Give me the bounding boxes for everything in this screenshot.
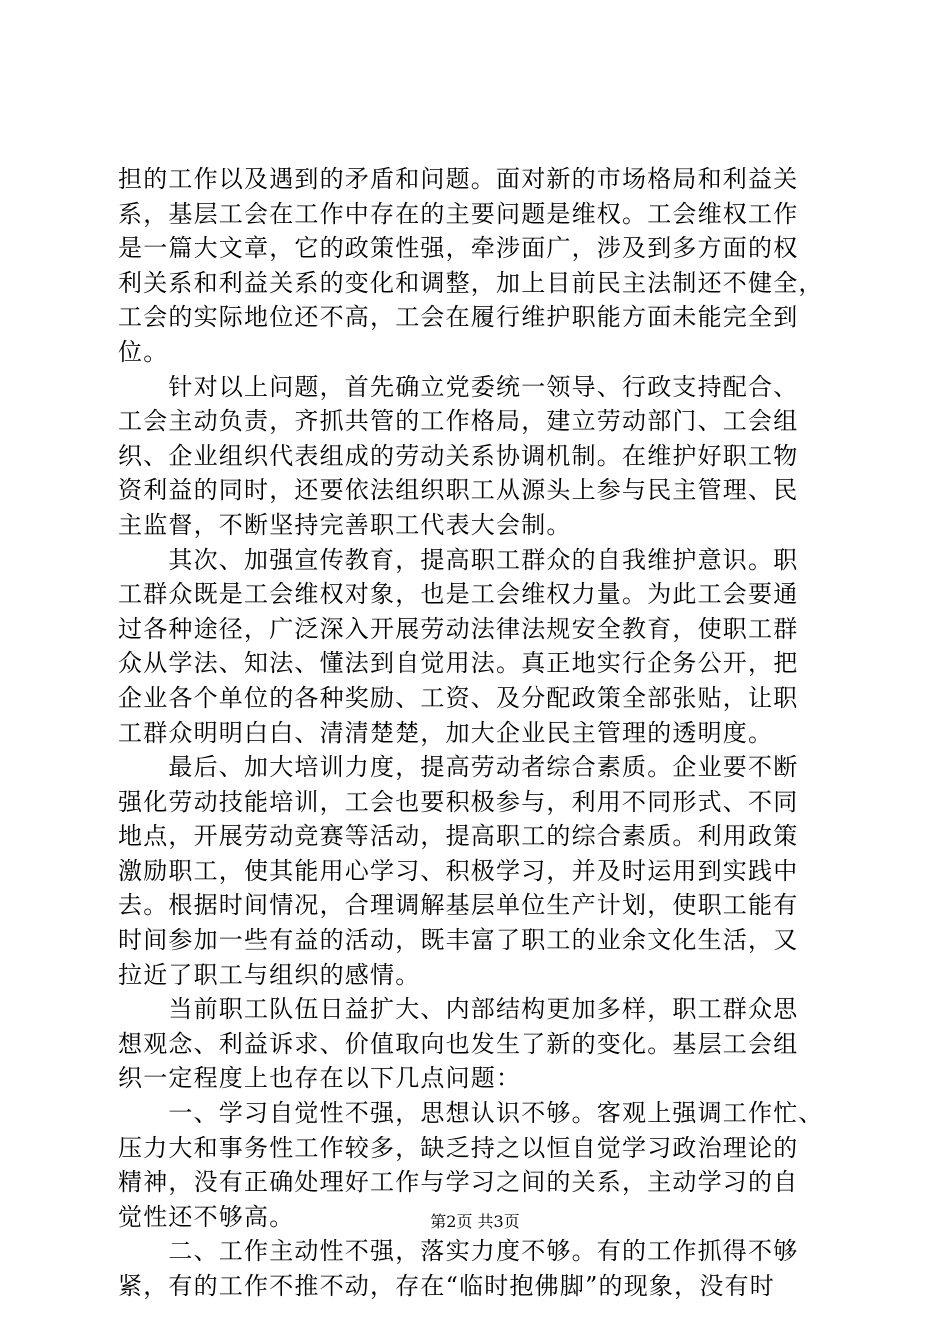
text-line: 时间参加一些有益的活动，既丰富了职工的业余文化生活，又 [118, 926, 799, 955]
text-line: 过各种途径，广泛深入开展劳动法律法规安全教育，使职工群 [118, 614, 799, 643]
text-line: 精神，没有正确处理好工作与学习之间的关系，主动学习的自 [118, 1168, 799, 1197]
text-line: 当前职工队伍日益扩大、内部结构更加多样，职工群众思 [118, 995, 799, 1024]
text-line: 觉性还不够高。 [118, 1202, 295, 1231]
text-line: 企业各个单位的各种奖励、工资、及分配政策全部张贴，让职 [118, 683, 799, 712]
text-line: 工会的实际地位还不高，工会在履行维护职能方面未能完全到 [118, 303, 799, 332]
text-line: 系，基层工会在工作中存在的主要问题是维权。工会维权工作 [118, 199, 799, 228]
document-body [118, 162, 838, 1304]
text-line: 二、工作主动性不强，落实力度不够。有的工作抓得不够 [118, 1237, 799, 1266]
text-line: 一、学习自觉性不强，思想认识不够。客观上强调工作忙、 [118, 1099, 824, 1128]
text-line: 资利益的同时，还要依法组织职工从源头上参与民主管理、民 [118, 476, 799, 505]
text-line: 针对以上问题，首先确立党委统一领导、行政支持配合、 [118, 372, 799, 401]
text-line: 是一篇大文章，它的政策性强，牵涉面广，涉及到多方面的权 [118, 234, 799, 263]
page-footer: 第2页 共3页 [430, 1212, 520, 1231]
text-line: 地点，开展劳动竞赛等活动，提高职工的综合素质。利用政策 [118, 822, 799, 851]
text-line: 织、企业组织代表组成的劳动关系协调机制。在维护好职工物 [118, 441, 799, 470]
text-line: 位。 [118, 337, 169, 366]
text-line: 织一定程度上也存在以下几点问题： [118, 1064, 522, 1093]
text-line: 利关系和利益关系的变化和调整，加上目前民主法制还不健全， [118, 268, 824, 297]
text-line: 想观念、利益诉求、价值取向也发生了新的变化。基层工会组 [118, 1029, 799, 1058]
text-line: 最后、加大培训力度，提高劳动者综合素质。企业要不断 [118, 753, 799, 782]
text-line: 去。根据时间情况，合理调解基层单位生产计划，使职工能有 [118, 891, 799, 920]
text-line: 工群众既是工会维权对象，也是工会维权力量。为此工会要通 [118, 580, 799, 609]
text-line: 激励职工，使其能用心学习、积极学习，并及时运用到实践中 [118, 856, 799, 885]
text-line: 工群众明明白白、清清楚楚，加大企业民主管理的透明度。 [118, 718, 774, 747]
text-line: 主监督，不断坚持完善职工代表大会制。 [118, 510, 572, 539]
text-line: 强化劳动技能培训，工会也要积极参与，利用不同形式、不同 [118, 787, 799, 816]
text-line: 拉近了职工与组织的感情。 [118, 960, 421, 989]
text-line: 其次、加强宣传教育，提高职工群众的自我维护意识。职 [118, 545, 799, 574]
text-line: 众从学法、知法、懂法到自觉用法。真正地实行企务公开，把 [118, 649, 799, 678]
text-line: 工会主动负责，齐抓共管的工作格局，建立劳动部门、工会组 [118, 407, 799, 436]
text-line: 压力大和事务性工作较多，缺乏持之以恒自觉学习政治理论的 [118, 1133, 799, 1162]
text-line: 紧，有的工作不推不动，存在“临时抱佛脚”的现象，没有时 [118, 1272, 775, 1300]
text-line: 担的工作以及遇到的矛盾和问题。面对新的市场格局和利益关 [118, 165, 799, 193]
